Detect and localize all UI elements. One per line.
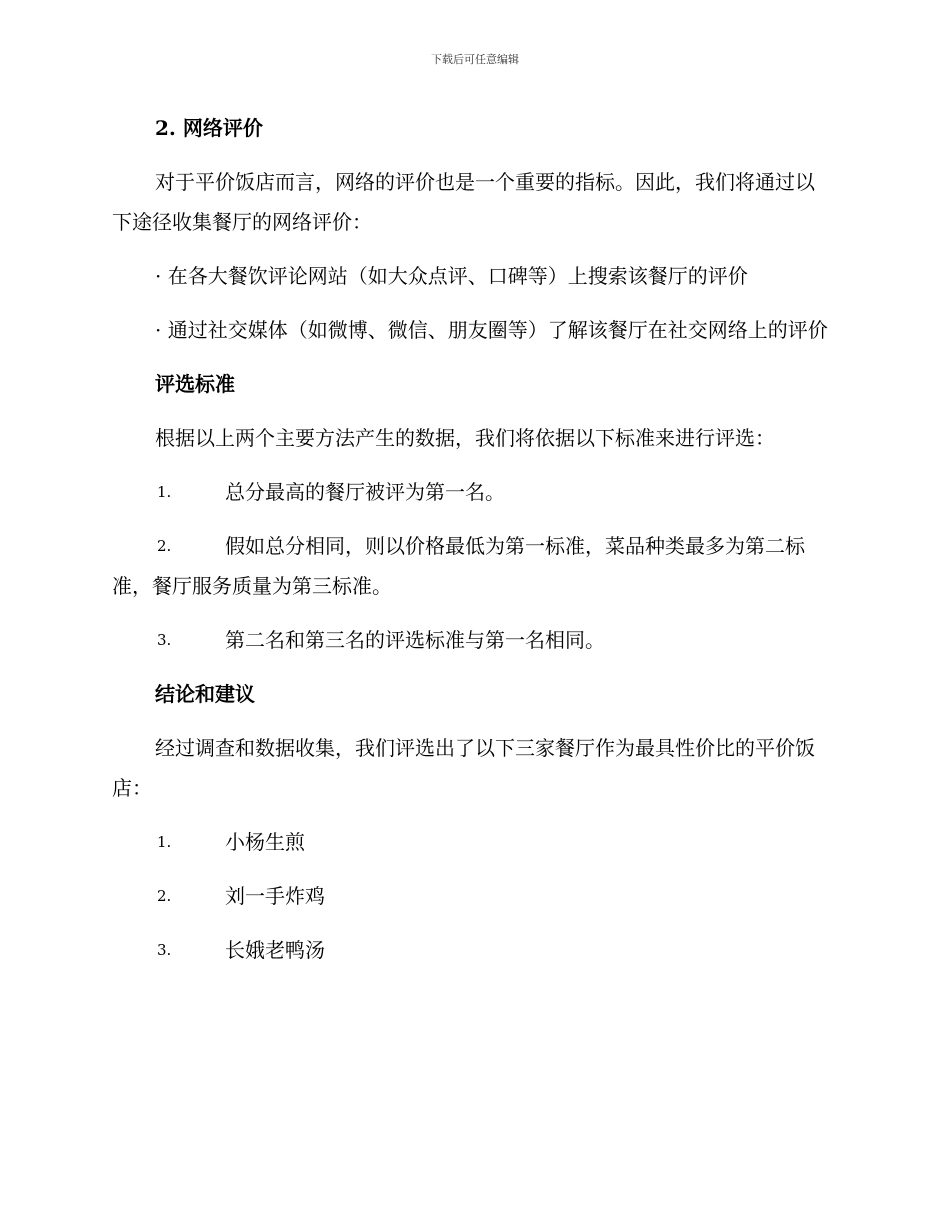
section-heading-network-review: 2. 网络评价	[155, 116, 263, 140]
list-item-text: 小杨生煎	[225, 830, 305, 854]
criteria-list-item	[112, 620, 834, 660]
section-heading-criteria: 评选标准	[155, 372, 235, 396]
network-review-intro: 对于平价饭店而言，网络的评价也是一个重要的指标。因此，我们将通过以下途径收集餐厅的网络评价：	[112, 170, 815, 234]
bullet-item: · 通过社交媒体（如微博、微信、朋友圈等）了解该餐厅在社交网络上的评价	[155, 318, 828, 342]
conclusion-intro: 经过调查和数据收集，我们评选出了以下三家餐厅作为最具性价比的平价饭店：	[112, 736, 815, 800]
restaurant-list-item	[112, 930, 834, 970]
list-number: 1.	[157, 483, 172, 501]
list-number: 3.	[157, 941, 172, 959]
criteria-list-item	[112, 472, 834, 512]
list-number: 1.	[157, 833, 172, 851]
restaurant-list-item	[112, 876, 834, 916]
list-item-text: 总分最高的餐厅被评为第一名。	[225, 480, 505, 504]
list-number: 2.	[157, 537, 172, 555]
criteria-intro: 根据以上两个主要方法产生的数据，我们将依据以下标准来进行评选：	[155, 426, 775, 450]
list-item-text: 第二名和第三名的评选标准与第一名相同。	[225, 628, 605, 652]
list-item-text: 刘一手炸鸡	[225, 884, 325, 908]
list-item-text: 长娥老鸭汤	[225, 938, 325, 962]
restaurant-list-item	[112, 822, 834, 862]
section-heading-conclusion: 结论和建议	[155, 682, 255, 706]
bullet-item: · 在各大餐饮评论网站（如大众点评、口碑等）上搜索该餐厅的评价	[155, 264, 748, 288]
list-number: 2.	[157, 887, 172, 905]
page-header: 下载后可任意编辑	[431, 53, 519, 66]
list-number: 3.	[157, 631, 172, 649]
list-item-text: 假如总分相同，则以价格最低为第一标准，菜品种类最多为第二标准，餐厅服务质量为第三标准。	[112, 534, 805, 598]
criteria-list-item	[112, 526, 834, 606]
document-body	[112, 108, 834, 984]
